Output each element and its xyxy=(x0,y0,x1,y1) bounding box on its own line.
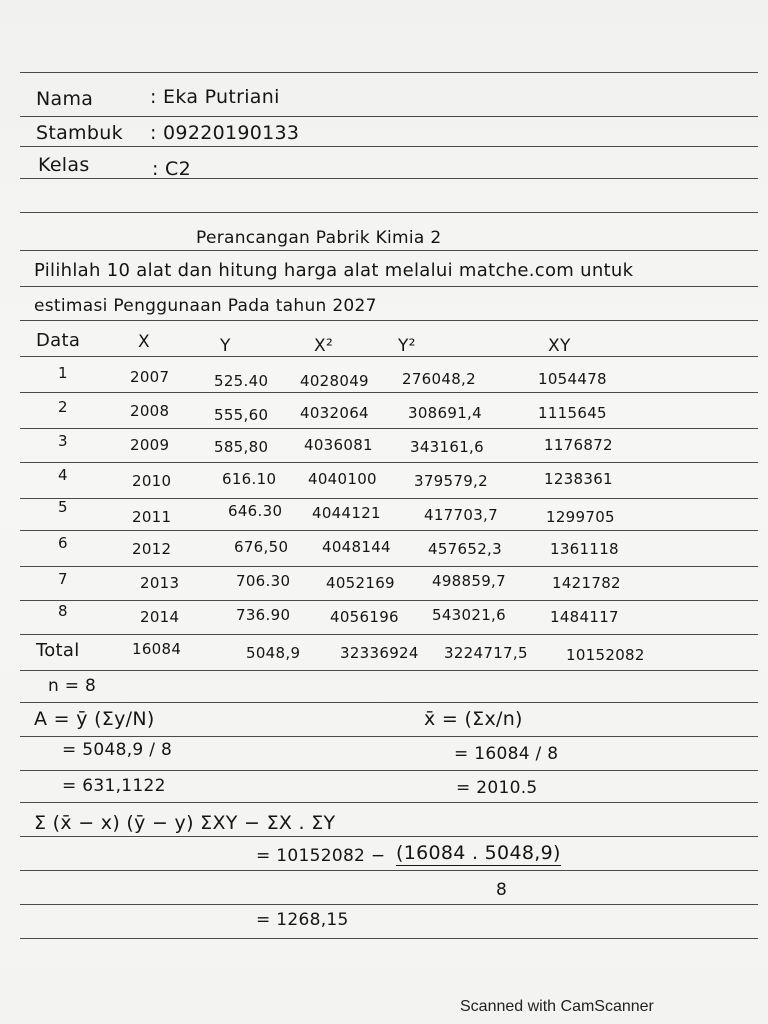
table-cell: 7 xyxy=(58,570,68,588)
task-line-2: estimasi Penggunaan Pada tahun 2027 xyxy=(34,296,377,316)
table-cell: 555,60 xyxy=(214,406,269,424)
mean-y-step-2: = 631,1122 xyxy=(62,776,166,796)
col-header-data: Data xyxy=(36,330,81,351)
table-cell: 2010 xyxy=(132,472,172,490)
table-cell: 2013 xyxy=(140,574,180,592)
total-label: Total xyxy=(36,640,80,661)
ruled-line xyxy=(20,770,758,771)
table-cell: 1361118 xyxy=(550,540,619,558)
table-cell: 4056196 xyxy=(330,608,399,626)
table-cell: 2012 xyxy=(132,540,172,558)
mean-x-step-2: = 2010.5 xyxy=(456,778,538,798)
table-cell: 5 xyxy=(58,498,68,516)
sum-formula: Σ (x̄ − x) (ȳ − y) ΣXY − ΣX . ΣY xyxy=(34,812,336,834)
mean-y-formula: A = ȳ (Σy/N) xyxy=(34,708,155,730)
table-cell: 585,80 xyxy=(214,438,269,456)
col-header-y: Y xyxy=(220,336,231,356)
ruled-line xyxy=(20,938,758,939)
ruled-line xyxy=(20,178,758,179)
table-cell: 1176872 xyxy=(544,436,613,454)
table-cell: 2008 xyxy=(130,402,170,420)
col-header-y2: Y² xyxy=(398,336,416,356)
table-cell: 308691,4 xyxy=(408,404,482,422)
ruled-line xyxy=(20,356,758,357)
table-cell: 4040100 xyxy=(308,470,377,488)
ruled-line xyxy=(20,116,758,117)
ruled-line xyxy=(20,72,758,73)
table-cell: 4 xyxy=(58,466,68,484)
table-cell: 4048144 xyxy=(322,538,391,556)
table-cell: 525.40 xyxy=(214,372,269,390)
table-cell: 6 xyxy=(58,534,68,552)
table-cell: 1054478 xyxy=(538,370,607,388)
ruled-line xyxy=(20,320,758,321)
kelas-value: : C2 xyxy=(152,158,191,180)
sum-numerator-b: (16084 . 5048,9) xyxy=(396,842,561,864)
total-x2: 32336924 xyxy=(340,644,419,662)
table-cell: 543021,6 xyxy=(432,606,506,624)
table-cell: 676,50 xyxy=(234,538,289,556)
ruled-line xyxy=(20,428,758,429)
task-line-1: Pilihlah 10 alat dan hitung harga alat melalui matche.com untuk xyxy=(34,260,634,281)
scanner-footer: Scanned with CamScanner xyxy=(460,998,654,1015)
name-value: : Eka Putriani xyxy=(150,86,280,108)
ruled-line xyxy=(20,670,758,671)
ruled-line xyxy=(20,600,758,601)
stambuk-value: : 09220190133 xyxy=(150,122,300,144)
table-cell: 4052169 xyxy=(326,574,395,592)
table-cell: 1 xyxy=(58,364,68,382)
kelas-label: Kelas xyxy=(38,154,90,176)
table-cell: 706.30 xyxy=(236,572,291,590)
ruled-line xyxy=(20,566,758,567)
ruled-line xyxy=(20,286,758,287)
col-header-xy: XY xyxy=(548,336,571,356)
table-cell: 1299705 xyxy=(546,508,615,526)
ruled-line xyxy=(20,870,758,871)
table-cell: 736.90 xyxy=(236,606,291,624)
ruled-line xyxy=(20,634,758,635)
table-cell: 2009 xyxy=(130,436,170,454)
table-cell: 4032064 xyxy=(300,404,369,422)
table-cell: 2014 xyxy=(140,608,180,626)
table-cell: 8 xyxy=(58,602,68,620)
table-cell: 646.30 xyxy=(228,502,283,520)
name-label: Nama xyxy=(36,88,94,110)
mean-x-step-1: = 16084 / 8 xyxy=(454,744,559,764)
table-cell: 2007 xyxy=(130,368,170,386)
table-cell: 2 xyxy=(58,398,68,416)
sum-result: = 1268,15 xyxy=(256,910,349,930)
stambuk-label: Stambuk xyxy=(36,122,123,144)
table-cell: 4036081 xyxy=(304,436,373,454)
table-cell: 4044121 xyxy=(312,504,381,522)
table-cell: 1238361 xyxy=(544,470,613,488)
table-cell: 457652,3 xyxy=(428,540,502,558)
ruled-line xyxy=(20,250,758,251)
total-y2: 3224717,5 xyxy=(444,644,528,662)
n-value: n = 8 xyxy=(48,676,97,696)
sum-denominator: 8 xyxy=(496,880,508,900)
col-header-x2: X² xyxy=(314,336,334,356)
table-cell: 4028049 xyxy=(300,372,369,390)
total-x: 16084 xyxy=(132,640,182,658)
table-cell: 3 xyxy=(58,432,68,450)
total-y: 5048,9 xyxy=(246,644,301,662)
table-cell: 1115645 xyxy=(538,404,607,422)
mean-x-formula: x̄ = (Σx/n) xyxy=(424,708,523,730)
col-header-x: X xyxy=(138,332,150,352)
ruled-line xyxy=(20,212,758,213)
sum-numerator-a: = 10152082 − xyxy=(256,846,386,866)
table-cell: 498859,7 xyxy=(432,572,506,590)
ruled-line xyxy=(20,702,758,703)
ruled-line xyxy=(20,392,758,393)
ruled-line xyxy=(20,462,758,463)
total-xy: 10152082 xyxy=(566,646,645,664)
table-cell: 343161,6 xyxy=(410,438,484,456)
table-cell: 2011 xyxy=(132,508,172,526)
ruled-line xyxy=(20,498,758,499)
ruled-line xyxy=(20,530,758,531)
ruled-line xyxy=(20,736,758,737)
table-cell: 616.10 xyxy=(222,470,277,488)
table-cell: 1421782 xyxy=(552,574,621,592)
ruled-line xyxy=(20,146,758,147)
page-title: Perancangan Pabrik Kimia 2 xyxy=(196,228,442,248)
ruled-line xyxy=(20,836,758,837)
table-cell: 1484117 xyxy=(550,608,619,626)
table-cell: 379579,2 xyxy=(414,472,488,490)
ruled-line xyxy=(20,904,758,905)
mean-y-step-1: = 5048,9 / 8 xyxy=(62,740,173,760)
table-cell: 276048,2 xyxy=(402,370,476,388)
table-cell: 417703,7 xyxy=(424,506,498,524)
ruled-line xyxy=(20,802,758,803)
